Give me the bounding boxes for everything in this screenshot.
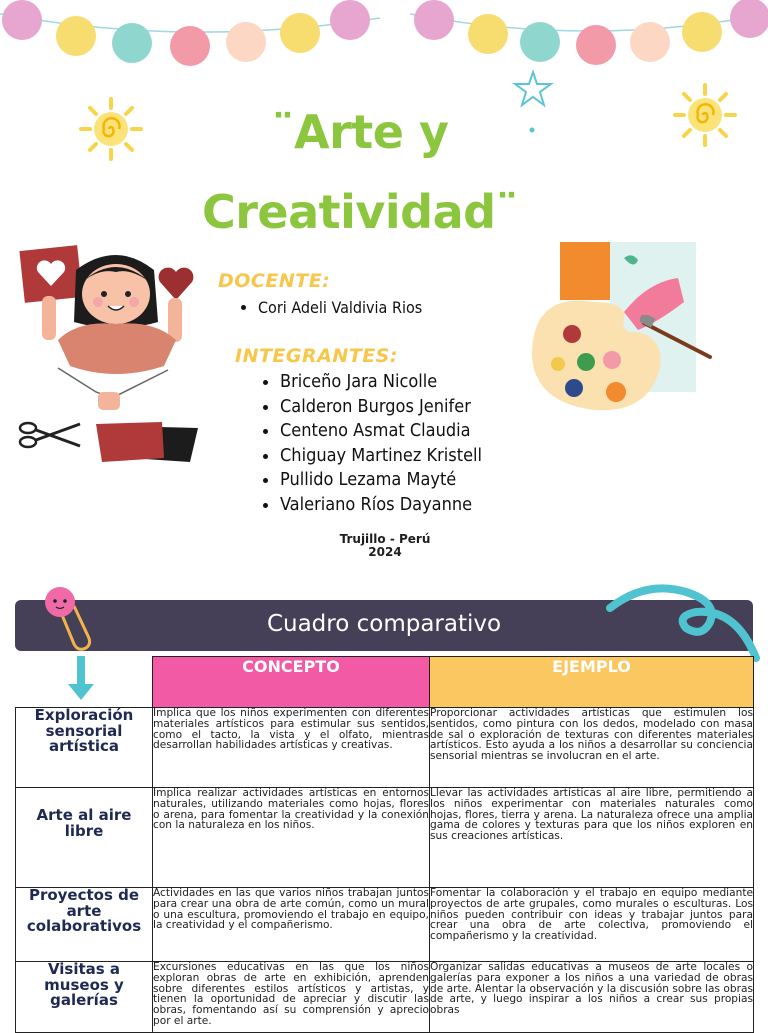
docente-label: DOCENTE:	[218, 270, 331, 292]
paper-sheets-icon	[92, 418, 204, 466]
row-example: Fomentar la colaboración y el trabajo en equipo mediante proyectos de arte grupales, como murales o esculturas. Los niños pueden contribuir con ideas y trabajar juntos para crear una obra de arte colectiva, promoviendo el compañerismo y la creatividad.	[430, 888, 754, 962]
comparison-table	[15, 656, 754, 1033]
table-row	[16, 708, 754, 788]
table-row	[16, 788, 754, 888]
row-concept: Implica realizar actividades artísticas en entornos naturales, utilizando materiales como hojas, flores o arena, para fomentar la creatividad y la conexión con la naturaleza en los niños.	[153, 788, 430, 888]
row-topic: Arte al aire libre	[16, 788, 153, 888]
row-example: Llevar las actividades artísticas al aire libre, permitiendo a los niños experimentar con materiales naturales como hojas, flores, tierra y arena. La naturaleza ofrece una amplia gama de colores y texturas para que los niños exploren en sus creaciones artísticas.	[430, 788, 754, 888]
paintbrush-icon	[640, 315, 714, 361]
place-block	[300, 533, 470, 559]
table-row	[16, 962, 754, 1033]
list-item: • Chiguay Martinez Kristell	[280, 444, 482, 469]
integrantes-list	[258, 370, 482, 517]
row-example: Organizar salidas educativas a museos de arte locales o galerías para exponer a los niños a una variedad de obras de arte. Alentar la observación y la discusión sobre las obras de arte, y luego inspirar a los niños a crear sus propias obras	[430, 962, 754, 1033]
list-item: • Calderon Burgos Jenifer	[280, 395, 482, 420]
header-concepto: CONCEPTO	[153, 657, 430, 708]
list-item: • Briceño Jara Nicolle	[280, 370, 482, 395]
sun-icon	[78, 96, 144, 162]
docente-list	[236, 296, 422, 321]
row-topic: Exploración sensorial artística	[16, 708, 153, 788]
sun-icon	[672, 82, 738, 148]
banner-title: Cuadro comparativo	[266, 611, 502, 637]
row-topic: Visitas a museos y galerías	[16, 962, 153, 1033]
row-concept: Implica que los niños experimenten con diferentes materiales artísticos para estimular sus sentidos, como el tacto, la vista y el olfato, mientras desarrollan habilidades artísticas y creativas.	[153, 708, 430, 788]
list-item: • Valeriano Ríos Dayanne	[280, 493, 482, 518]
pompom-garland-right	[410, 0, 768, 70]
list-item: • Pullido Lezama Mayté	[280, 468, 482, 493]
header-ejemplo: EJEMPLO	[430, 657, 754, 708]
title-line-2: Creatividad¨	[201, 185, 519, 239]
table-corner	[16, 657, 153, 708]
row-example: Proporcionar actividades artísticas que estimulen los sentidos, como pintura con los dedos, modelado con masa de sal o exploración de texturas con diferentes materiales artísticos. Esto ayuda a los niños a desarrollar su conciencia sensorial mientras se involucran en el arte.	[430, 708, 754, 788]
girl-with-hearts-illustration	[18, 242, 208, 418]
row-concept: Actividades en las que varios niños trabajan juntos para crear una obra de arte común, como un mural o una escultura, promoviendo el trabajo en equipo, la creatividad y el compañerismo.	[153, 888, 430, 962]
integrantes-label: INTEGRANTES:	[235, 345, 398, 367]
swirl-decoration	[606, 578, 762, 666]
paperclip-icon	[40, 586, 94, 652]
list-item: • Centeno Asmat Claudia	[280, 419, 482, 444]
row-topic: Proyectos de arte colaborativos	[16, 888, 153, 962]
scissors-icon	[18, 418, 84, 452]
city-text: Trujillo - Perú	[339, 532, 431, 546]
page-title	[150, 92, 570, 252]
docente-name: • Cori Adeli Valdivia Rios	[258, 296, 422, 321]
table-row	[16, 888, 754, 962]
title-line-1: ¨Arte y	[271, 105, 449, 159]
pompom-garland-left	[0, 0, 380, 70]
row-concept: Excursiones educativas en las que los niños exploran obras de arte en exhibición, aprenden sobre diferentes estilos artísticos y artistas, y tienen la oportunidad de apreciar y discutir las obras, fomentando así su comprensión y aprecio por el arte.	[153, 962, 430, 1033]
year-text: 2024	[368, 545, 402, 559]
